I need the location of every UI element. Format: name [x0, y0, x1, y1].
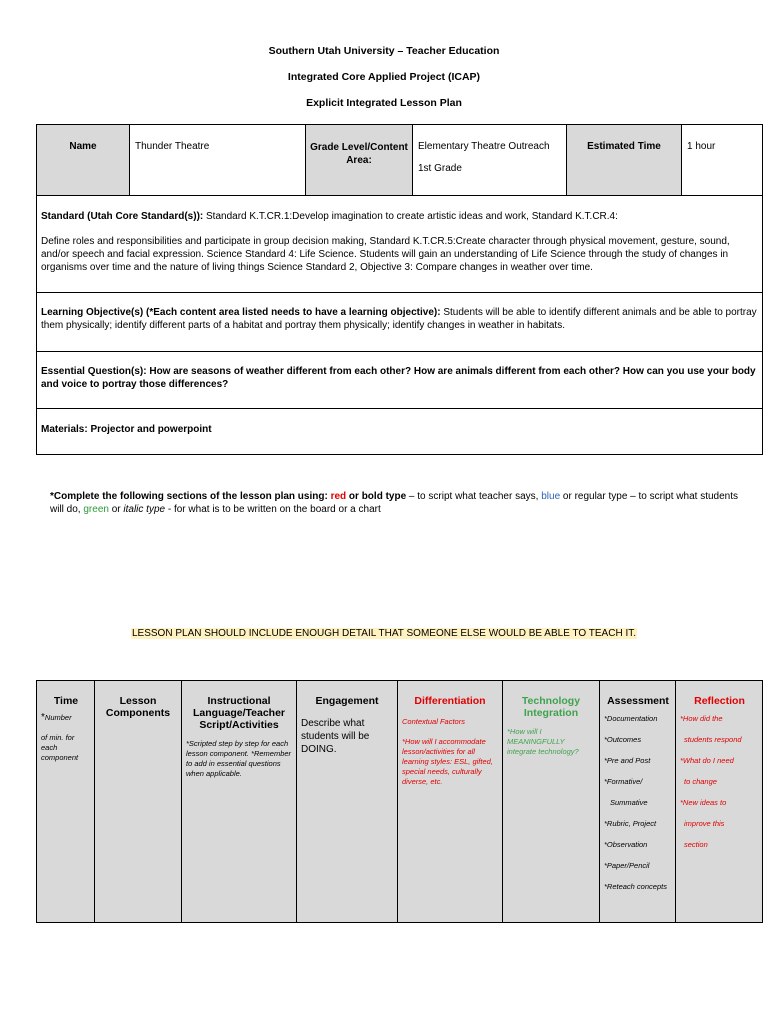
assessment-item: *Documentation	[604, 714, 658, 723]
assessment-item: *Reteach concepts	[604, 882, 667, 891]
reflection-item: *New ideas to	[680, 798, 727, 807]
doc-title-university: Southern Utah University – Teacher Education	[268, 45, 500, 57]
instructions-bold: bold type	[361, 491, 407, 502]
reflection-item: to change	[684, 777, 717, 786]
assessment-item: Summative	[610, 798, 648, 807]
time-note-2: of min. for each component	[41, 733, 79, 762]
differentiation-column	[398, 681, 503, 923]
instructions-intro: *Complete the following sections of the lesson plan using:	[50, 491, 331, 502]
reflection-item: *How did the	[680, 714, 723, 723]
instructions-or-2: or	[108, 504, 124, 515]
time-label: Estimated Time	[567, 125, 682, 196]
doc-title-plan: Explicit Integrated Lesson Plan	[306, 97, 462, 109]
essential-question: Essential Question(s): How are seasons of weather different from each other? How are animals different from each other? How can you use your body and voice to portray those differences?	[37, 352, 763, 409]
objective-cell	[37, 293, 763, 352]
grade-value-cell	[413, 125, 567, 196]
name-label: Name	[37, 125, 130, 196]
assessment-item: *Pre and Post	[604, 756, 651, 765]
differentiation-note-1: Contextual Factors	[402, 717, 465, 726]
standard-text-2: Define roles and responsibilities and participate in group decision making, Standard K.T.CR.5:Create character through physical movement, gesture, sound, and/or speech and facial expression. Science Standard 4: Life Science. Students will gain an understanding of Life Science through the study of changes in organisms over time and the nature of living things Science Standard 2, Objective 3: Compare changes in weather over time.	[41, 236, 730, 273]
assessment-list	[604, 714, 672, 891]
reflection-item: improve this	[684, 819, 725, 828]
standard-cell	[37, 196, 763, 293]
reflection-item: *What do I need	[680, 756, 734, 765]
differentiation-note-2: *How will I accommodate lesson/activities for all learning styles: ESL, gifted, special needs, culturally diverse, etc.	[402, 737, 493, 786]
instructions-italic: italic type	[123, 504, 166, 515]
assessment-item: *Outcomes	[604, 735, 642, 744]
assessment-item: *Observation	[604, 840, 648, 849]
reflection-list	[680, 714, 759, 849]
color-instructions	[50, 490, 740, 516]
instruction-header: Instructional Language/Teacher Script/Activities	[193, 695, 285, 731]
standard-line-1	[41, 210, 758, 223]
instruction-note: *Scripted step by step for each lesson component. *Remember to add in essential questions when applicable.	[186, 739, 292, 778]
detail-reminder-text: LESSON PLAN SHOULD INCLUDE ENOUGH DETAIL THAT SOMEONE ELSE WOULD BE ABLE TO TEACH IT.	[131, 628, 637, 639]
engagement-column	[297, 681, 398, 923]
engagement-note: Describe what students will be DOING.	[301, 718, 370, 755]
objective-text: Students will be able to identify different animals and be able to portray them physically; identify different parts of a habitat and portray them physically; identify changes in weather in habitats.	[41, 307, 757, 331]
grade-label: Grade Level/Content Area:	[306, 125, 413, 196]
technology-header: Technology Integration	[521, 695, 581, 719]
engagement-header: Engagement	[315, 695, 379, 707]
reflection-column	[676, 681, 763, 923]
materials: Materials: Projector and powerpoint	[37, 409, 763, 455]
grade-value-program: Elementary Theatre Outreach	[418, 141, 550, 152]
lesson-info-table	[36, 124, 763, 455]
objective-label: Learning Objective(s) (*Each content area listed needs to have a learning objective):	[41, 307, 441, 318]
instructions-or-1: or	[346, 491, 362, 502]
differentiation-header: Differentiation	[414, 695, 486, 707]
reflection-item: section	[684, 840, 708, 849]
assessment-item: *Paper/Pencil	[604, 861, 650, 870]
grade-value-grade: 1st Grade	[418, 163, 462, 174]
reflection-header: Reflection	[694, 695, 745, 707]
lesson-plan-table	[36, 680, 763, 923]
instructions-blue: blue	[541, 491, 561, 502]
instructions-red: red	[330, 491, 347, 502]
time-asterisk: *	[41, 712, 45, 723]
instructions-teacher: – to script what teacher says,	[406, 491, 542, 502]
standard-label: Standard (Utah Core Standard(s)):	[41, 211, 204, 222]
time-note-1: Number	[44, 713, 72, 722]
instructions-students: or regular type – to script what students will do,	[50, 491, 738, 515]
reflection-item: students respond	[684, 735, 742, 744]
instruction-column	[182, 681, 297, 923]
standard-text-1: Standard K.T.CR.1:Develop imagination to create artistic ideas and work, Standard K.T.CR.4:	[203, 211, 618, 222]
detail-reminder	[0, 628, 768, 639]
technology-note: *How will I MEANINGFULLY integrate technology?	[507, 727, 579, 756]
assessment-column	[600, 681, 676, 923]
assessment-item: *Formative/	[604, 777, 643, 786]
time-column	[37, 681, 95, 923]
lesson-components-header: Lesson Components	[105, 695, 171, 719]
instructions-green: green	[83, 504, 109, 515]
assessment-header: Assessment	[607, 695, 669, 707]
instructions-board: - for what is to be written on the board or a chart	[165, 504, 381, 515]
technology-column	[503, 681, 600, 923]
doc-title-project: Integrated Core Applied Project (ICAP)	[287, 71, 481, 83]
time-header: Time	[53, 695, 79, 707]
name-value: Thunder Theatre	[130, 125, 306, 196]
time-value: 1 hour	[682, 125, 763, 196]
lesson-components-column	[95, 681, 182, 923]
assessment-item: *Rubric, Project	[604, 819, 657, 828]
